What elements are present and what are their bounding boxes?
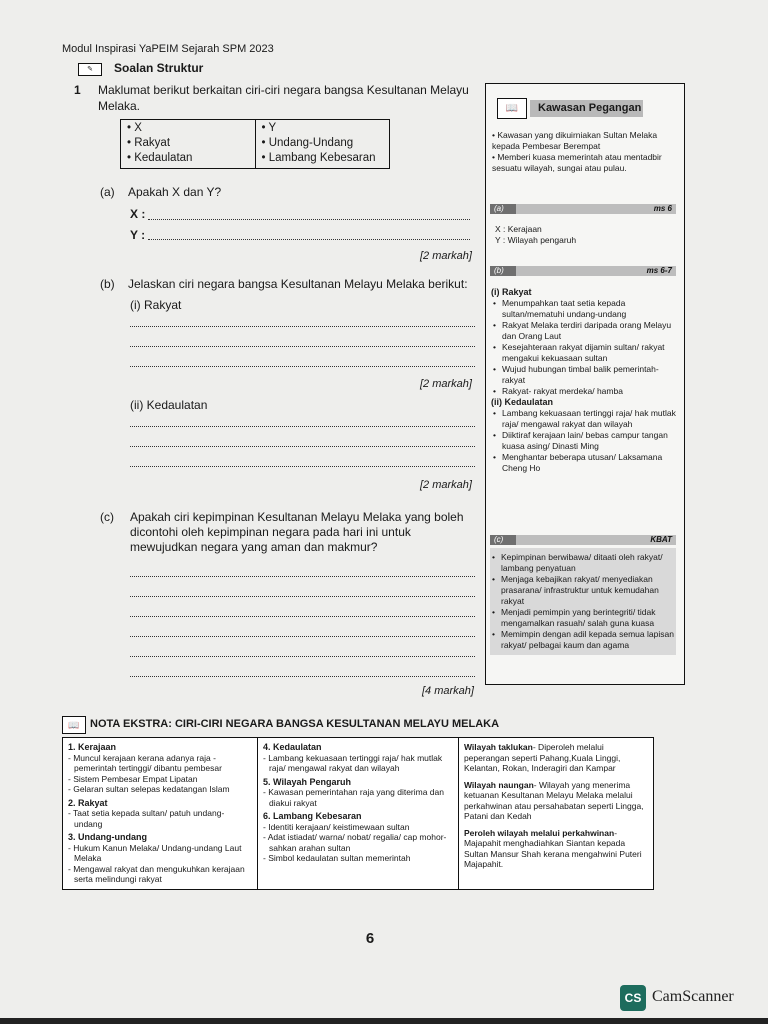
feature-x: • X [127,121,249,136]
answer-line[interactable] [130,426,475,427]
bar-tag: (c) [494,535,504,544]
marks-b-ii: [2 markah] [420,479,472,491]
nota-item: - Identiti kerajaan/ keistimewaan sultan [263,821,410,832]
nota-heading: 5. Wilayah Pengaruh [263,776,351,787]
nota-perkahwinan: Peroleh wilayah melalui perkahwinan- Majapahit menghadiahkan Siantan kepada Sultan Mansur Shah kerana mengahwini Puteri Majapahit. [463,827,642,869]
feature-rakyat: • Rakyat [127,136,249,151]
part-c-question: Apakah ciri kepimpinan Kesultanan Melayu Melaka yang boleh dicontohi oleh kepimpinan negara pada hari ini untuk mewujudkan negara yang aman dan makmur? [130,510,464,554]
nota-wilayah-taklukan: Wilayah taklukan- Diperoleh melalui peperangan seperti Pahang,Kuala Linggi, Kelantan, Rokan, Inderagiri dan Kampar [463,742,621,773]
features-right-col [255,120,390,169]
marks-a: [2 markah] [420,250,472,262]
kedaulatan-point: • Diiktiraf kerajaan lain/ bebas campur tangan kuasa asing/ Dinasti Ming [500,430,677,452]
nota-heading: 2. Rakyat [68,797,108,808]
part-b-question: Jelaskan ciri negara bangsa Kesultanan Melayu Melaka berikut: [128,277,468,291]
nota-item: - Sistem Pembesar Empat Lipatan [68,773,198,784]
kbat-point: • Menjaga kebajikan rakyat/ menyediakan prasarana/ infrastruktur untuk kemudahan rakyat [499,574,674,607]
question-stem: Maklumat berikut berkaitan ciri-ciri negara bangsa Kesultanan Melayu Melaka. [98,83,469,113]
rakyat-point: • Rakyat- rakyat merdeka/ hamba [500,386,677,397]
rakyat-point: • Rakyat Melaka terdiri daripada orang Melayu dan Orang Laut [500,320,677,342]
answer-line[interactable] [130,596,475,597]
nota-wilayah-naungan: Wilayah naungan- Wilayah yang menerima ketuanan Kesultanan Melayu Melaka melalui perkahwinan atau persahabatan seperti Lingga, Patani dan Kedah [463,779,644,821]
y-answer-label: Y : [130,228,146,242]
answer-line[interactable] [130,576,475,577]
nota-item: - Lambang kekuasaan tertinggi raja/ hak mutlak raja/ mengawal rakyat dan wilayah [263,752,443,773]
bar-tag: (a) [494,204,504,213]
answer-bar-a [490,204,676,214]
features-table [120,119,390,169]
part-a-question: Apakah X dan Y? [128,185,222,199]
answer-a [495,224,675,246]
nota-heading: 3. Undang-undang [68,832,147,842]
kawasan-point: • Memberi kuasa memerintah atau mentadbir sesuatu wilayah, sungai atau pulau. [492,152,662,173]
answer-line[interactable] [130,346,475,347]
kawasan-pegangan-text [492,130,678,174]
rakyat-point: • Wujud hubungan timbal balik pemerintah-rakyat [500,364,677,386]
book-icon: 📖 [62,716,86,734]
nota-col-3 [458,738,653,890]
nota-heading: 1. Kerajaan [68,742,117,752]
kbat-point: • Memimpin dengan adil kepada semua lapisan rakyat/ pelbagai kaum dan agama [499,629,674,651]
nota-ekstra-title: NOTA EKSTRA: CIRI-CIRI NEGARA BANGSA KESULTANAN MELAYU MELAKA [90,718,500,730]
bar-ref: ms 6-7 [646,266,672,275]
nota-item: - Kawasan pemerintahan raja yang diterima dan diakui rakyat [263,787,444,808]
nota-item: - Gelaran sultan selepas kedatangan Islam [68,784,230,794]
answer-line[interactable] [130,446,475,447]
kedaulatan-point: • Lambang kekuasaan tertinggi raja/ hak mutlak raja/ mengawal rakyat dan wilayah [500,408,677,430]
answer-c [490,548,676,655]
part-c-label: (c) [100,510,114,524]
part-a-label: (a) [100,185,115,199]
kbat-point: • Kepimpinan berwibawa/ ditaati oleh rakyat/ lambang penyatuan [499,552,674,574]
answer-line[interactable] [130,656,475,657]
page-number: 6 [365,930,375,947]
part-b-ii-label: (ii) Kedaulatan [130,398,208,412]
nota-col-2 [258,738,459,890]
question-number: 1 [74,83,81,97]
kbat-point: • Menjadi pemimpin yang berintegriti/ tidak mengamalkan rasuah/ salah guna kuasa [499,607,674,629]
nota-heading: 4. Kedaulatan [263,742,322,752]
feature-y: • Y [262,121,384,136]
feature-kedaulatan: • Kedaulatan [127,151,249,166]
answer-b [491,287,677,474]
answer-line[interactable] [130,636,475,637]
kawasan-pegangan-title: Kawasan Pegangan [530,100,643,117]
x-answer-label: X : [130,207,146,221]
kbat-points [490,552,674,651]
answer-line[interactable] [130,326,475,327]
nota-col-1 [63,738,258,890]
pencil-icon: ✎ [78,63,102,76]
kedaulatan-points [491,408,677,474]
camscanner-logo-icon: CS [620,985,646,1011]
nota-heading: 6. Lambang Kebesaran [263,811,362,821]
features-left-col [121,120,256,169]
rakyat-points [491,298,677,397]
answer-line-x[interactable] [148,219,470,220]
bar-ref: KBAT [650,535,672,544]
nota-ekstra-table [62,737,654,890]
nota-item: - Simbol kedaulatan sultan memerintah [263,853,411,863]
page-header: Modul Inspirasi YaPEIM Sejarah SPM 2023 [62,43,274,55]
camscanner-watermark: CamScanner [652,988,734,1005]
marks-c: [4 markah] [422,685,474,697]
answer-a-x: X : Kerajaan [495,224,542,234]
bar-ref: ms 6 [653,204,672,213]
answer-b-i-heading: (i) Rakyat [491,287,532,297]
marks-b-i: [2 markah] [420,378,472,390]
book-icon: 📖 [497,98,527,119]
nota-item: - Muncul kerajaan kerana adanya raja - pemerintah tertinggi/ dibantu pembesar [68,752,222,773]
rakyat-point: • Kesejahteraan rakyat dijamin sultan/ rakyat mengakui kekuasaan sultan [500,342,677,364]
answer-line[interactable] [130,466,475,467]
nota-item: - Adat istiadat/ warna/ nobat/ regalia/ cap mohor- sahkan arahan sultan [263,832,447,853]
part-b-label: (b) [100,277,115,291]
kawasan-point: • Kawasan yang dikuirniakan Sultan Melaka kepada Pembesar Berempat [492,130,658,151]
bar-tag: (b) [494,266,504,275]
feature-lambang: • Lambang Kebesaran [262,151,384,166]
answer-bar-b [490,266,676,276]
bottom-bar [0,1018,768,1024]
part-b-i-label: (i) Rakyat [130,298,182,312]
answer-line[interactable] [130,676,475,677]
answer-line[interactable] [130,366,475,367]
nota-item: - Mengawal rakyat dan mengukuhkan kerajaan serta melindungi rakyat [68,863,245,884]
answer-b-ii-heading: (ii) Kedaulatan [491,397,554,407]
answer-line-y[interactable] [148,239,470,240]
answer-line[interactable] [130,616,475,617]
nota-item: - Taat setia kepada sultan/ patuh undang-undang [68,808,225,829]
nota-item: - Hukum Kanun Melaka/ Undang-undang Laut Melaka [68,842,242,863]
rakyat-point: • Menumpahkan taat setia kepada sultan/mematuhi undang-undang [500,298,677,320]
section-title: Soalan Struktur [114,61,204,75]
answer-a-y: Y : Wilayah pengaruh [495,235,577,245]
answer-bar-c [490,535,676,545]
feature-undang: • Undang-Undang [262,136,384,151]
kedaulatan-point: • Menghantar beberapa utusan/ Laksamana Cheng Ho [500,452,677,474]
